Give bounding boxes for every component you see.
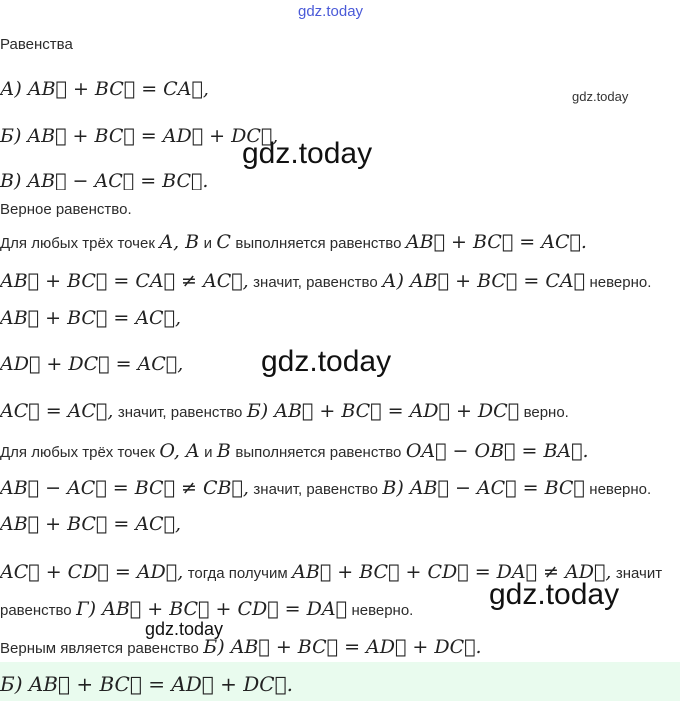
line-p2: [0, 440, 589, 462]
line-7: [0, 477, 651, 499]
watermark-small-right: gdz.today: [572, 89, 629, 104]
math: Б) AB⃗ + BC⃗ = AD⃗ + DC⃗: [246, 400, 520, 422]
line-4: AD⃗ + DC⃗ = AC⃗,: [0, 353, 184, 375]
text: верно.: [523, 404, 569, 421]
watermark-big-3: gdz.today: [489, 578, 620, 611]
math: Б) AB⃗ + BC⃗ = AD⃗ + DC⃗.: [203, 636, 482, 658]
text: значит, равенство: [117, 404, 243, 421]
text: неверно.: [351, 602, 414, 619]
text: Для любых трёх точек: [0, 444, 155, 461]
math: AC⃗ + CD⃗ = AD⃗,: [0, 561, 184, 583]
option-a: А) AB⃗ + BC⃗ = CA⃗,: [0, 78, 209, 100]
line-8: AB⃗ + BC⃗ = AC⃗,: [0, 513, 182, 535]
text: Верным является равенство: [0, 640, 199, 657]
text: неверно.: [589, 274, 652, 291]
line-5: [0, 400, 569, 422]
option-v: В) AB⃗ − AC⃗ = BC⃗.: [0, 170, 209, 190]
math: А) AB⃗ + BC⃗ = CA⃗: [382, 270, 585, 292]
math: AC⃗ = AC⃗,: [0, 400, 114, 422]
watermark-big-1: gdz.today: [242, 137, 373, 170]
math: O, A: [159, 440, 200, 462]
text: значит, равенство: [253, 274, 378, 291]
line-11: [0, 636, 482, 658]
math: B: [216, 440, 231, 462]
math: AB⃗ − AC⃗ = BC⃗ ≠ CB⃗,: [0, 477, 249, 499]
line-p1: [0, 231, 587, 253]
text: и: [204, 444, 213, 461]
watermark-medium: gdz.today: [145, 619, 224, 639]
option-b: Б) AB⃗ + BC⃗ = AD⃗ + DC⃗,: [0, 125, 279, 147]
correct-label: Верное равенство.: [0, 201, 132, 218]
math: AB⃗ + BC⃗ = AC⃗.: [405, 231, 587, 253]
math: AB⃗ + BC⃗ = CA⃗ ≠ AC⃗,: [0, 270, 249, 292]
math: Г) AB⃗ + BC⃗ + CD⃗ = DA⃗: [76, 598, 347, 620]
math: AB⃗ + BC⃗ + CD⃗ = DA⃗ ≠ AD⃗,: [292, 561, 612, 583]
text: выполняется равенство: [235, 444, 402, 461]
text: тогда получим: [187, 565, 288, 582]
math: В) AB⃗ − AC⃗ = BC⃗: [382, 477, 585, 499]
text: и: [203, 235, 212, 252]
answer-line: Б) AB⃗ + BC⃗ = AD⃗ + DC⃗.: [0, 672, 293, 696]
math: C: [216, 231, 231, 253]
text: выполняется равенство: [235, 235, 402, 252]
line-9: [0, 561, 662, 583]
line-10: [0, 598, 413, 620]
text: неверно.: [589, 481, 652, 498]
text: Для любых трёх точек: [0, 235, 155, 252]
title: Равенства: [0, 36, 73, 53]
line-3: AB⃗ + BC⃗ = AC⃗,: [0, 307, 182, 329]
math: A, B: [159, 231, 200, 253]
math: OA⃗ − OB⃗ = BA⃗.: [405, 440, 589, 462]
text: значит: [615, 565, 663, 582]
line-2: [0, 270, 651, 292]
text: значит, равенство: [253, 481, 378, 498]
text: равенство: [0, 602, 72, 619]
watermark-top: gdz.today: [298, 3, 364, 20]
watermark-big-2: gdz.today: [261, 345, 392, 378]
